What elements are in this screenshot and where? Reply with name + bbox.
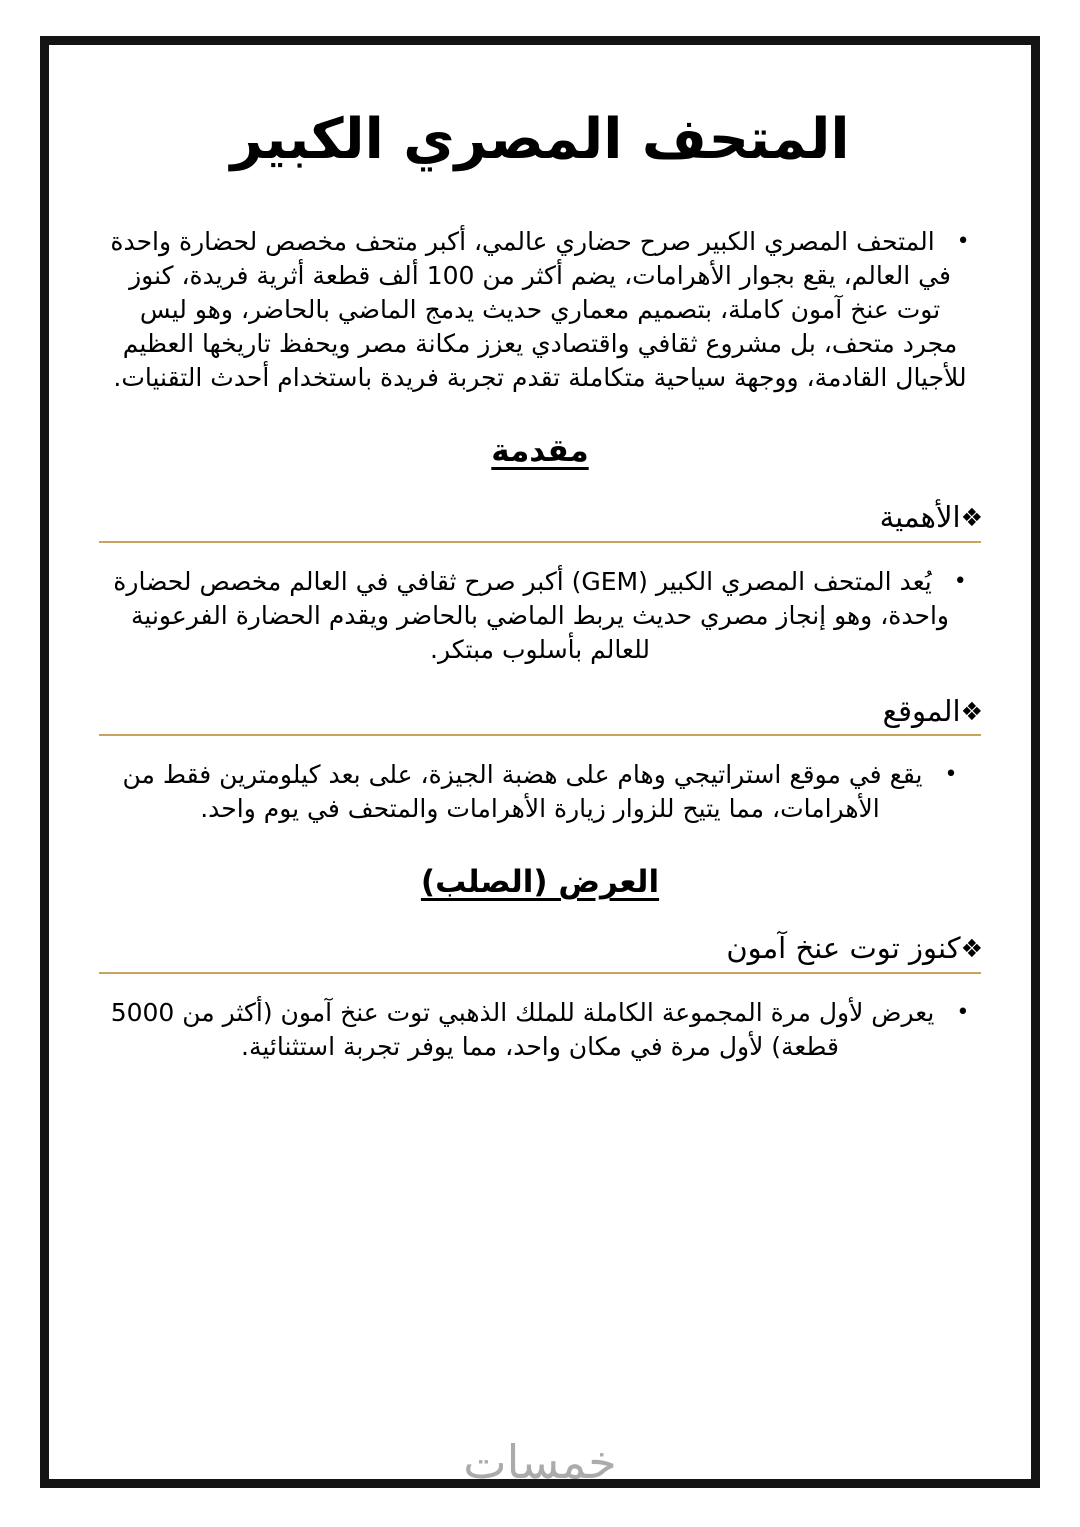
lead-list-item: [109, 225, 971, 395]
bullet-icon: •: [956, 229, 970, 254]
document-title: المتحف المصري الكبير: [230, 107, 850, 172]
section-paragraph: يعرض لأول مرة المجموعة الكاملة للملك الذهبي توت عنخ آمون (أكثر من 5000 قطعة) لأول مرة في مكان واحد، مما يوفر تجربة استثنائية.: [110, 998, 935, 1062]
section-label-text: الموقع: [882, 693, 961, 728]
diamond-icon: ❖: [960, 934, 983, 964]
section-tutankhamun-treasures: [97, 930, 983, 1064]
list-item: [109, 758, 971, 826]
lead-paragraph: المتحف المصري الكبير صرح حضاري عالمي، أكبر متحف مخصص لحضارة واحدة في العالم، يقع بجوار الأهرامات، يضم أكثر من 100 ألف قطعة أثرية فريدة، كنوز توت عنخ آمون كاملة، بتصميم معماري حديث يدمج الماضي بالحاضر، وهو ليس مجرد متحف، بل مشروع ثقافي واقتصادي يعزز مكانة مصر ويحفظ تاريخها العظيم للأجيال القادمة، ووجهة سياحية متكاملة تقدم تجربة فريدة باستخدام أحدث التقنيات.: [110, 227, 967, 392]
list-item: [109, 996, 971, 1064]
section-label-text: الأهمية: [879, 500, 961, 534]
diamond-icon: ❖: [960, 503, 983, 532]
section-divider: [99, 972, 981, 974]
watermark-text: خمسات: [463, 1435, 617, 1488]
section-label: [97, 693, 983, 731]
section-paragraph: يُعد المتحف المصري الكبير (GEM) أكبر صرح ثقافي في العالم مخصص لحضارة واحدة، وهو إنجاز مصري حديث يربط الماضي بالحاضر ويقدم الحضارة الفرعونية للعالم بأسلوب مبتكر.: [113, 566, 949, 664]
heading-display: العرض (الصلب): [420, 864, 660, 901]
document-page: [40, 36, 1040, 1488]
section-paragraph: يقع في موقع استراتيجي وهام على هضبة الجيزة، على بعد كيلومترين فقط من الأهرامات، مما يتيح للزوار زيارة الأهرامات والمتحف في يوم واحد.: [122, 760, 923, 824]
section-label: [97, 930, 983, 968]
section-label-text: كنوز توت عنخ آمون: [726, 931, 961, 966]
diamond-icon: ❖: [960, 696, 983, 726]
section-location: [97, 693, 983, 827]
heading-introduction: مقدمة: [491, 433, 589, 469]
bullet-icon: •: [953, 568, 967, 594]
section-label: [97, 499, 983, 537]
section-importance: [97, 499, 983, 667]
list-item: [109, 565, 971, 667]
section-divider: [99, 541, 981, 543]
bullet-icon: •: [944, 762, 958, 788]
bullet-icon: •: [956, 1000, 970, 1026]
section-divider: [99, 734, 981, 736]
